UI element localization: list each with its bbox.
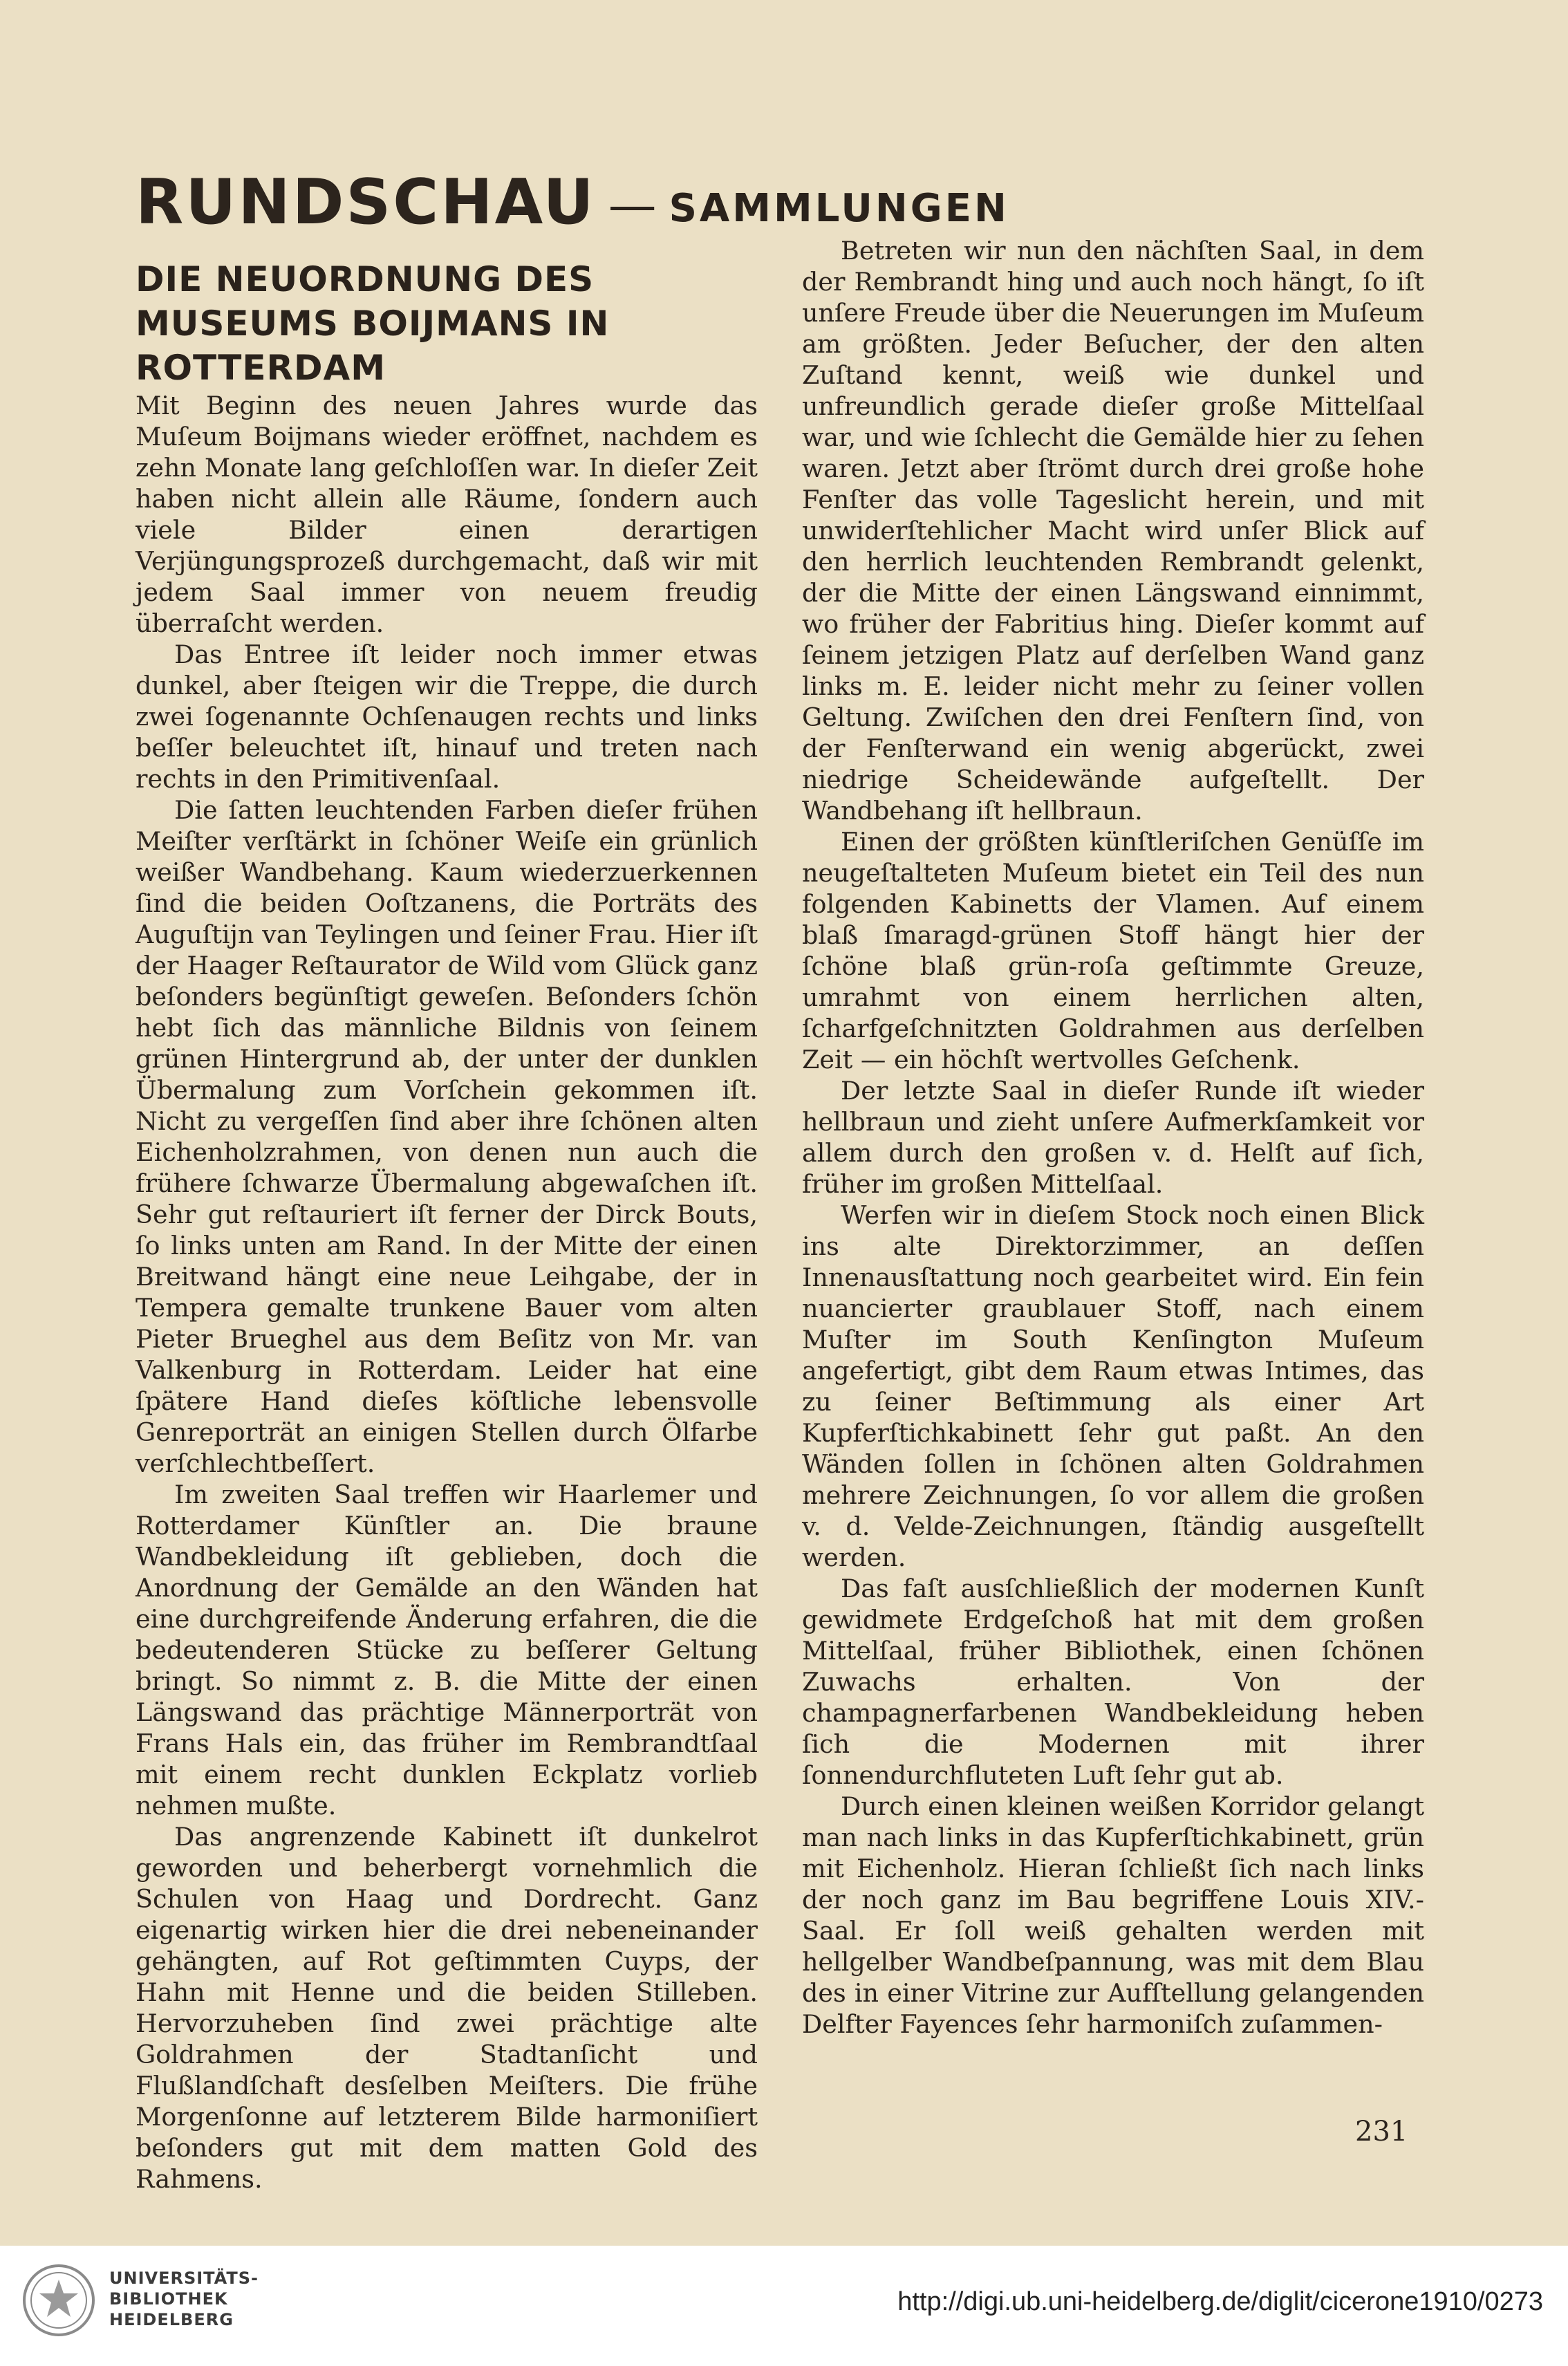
footer-bar — [0, 2246, 1568, 2366]
source-url-link[interactable]: http://digi.ub.uni-heidelberg.de/diglit/cicerone1910/0273 — [897, 2287, 1543, 2316]
paragraph: Die ſatten leuchtenden Farben dieſer frühen Meiſter verſtärkt in ſchöner Weiſe ein grünlich weißer Wandbehang. Kaum wiederzuerkennen ſind die beiden Ooſtzanens, die Porträts des Auguſtijn van Teylingen und ſeiner Frau. Hier iſt der Haager Reſtaurator de Wild vom Glück ganz beſonders begünſtigt geweſen. Beſonders ſchön hebt ſich das männliche Bildnis von ſeinem grünen Hintergrund ab, der unter der dunklen Übermalung zum Vorſchein gekommen iſt. Nicht zu vergeſſen ſind aber ihre ſchönen alten Eichenholzrahmen, von denen nun auch die frühere ſchwarze Übermalung abgewaſchen iſt. Sehr gut reſtauriert iſt ferner der Dirck Bouts, ſo links unten am Rand. In der Mitte der einen Breitwand hängt eine neue Leihgabe, der in Tempera gemalte trunkene Bauer vom alten Pieter Brueghel aus dem Beſitz von Mr. van Valkenburg in Rotterdam. Leider hat eine ſpätere Hand dieſes köſtliche lebensvolle Genreporträt an einigen Stellen durch Ölfarbe verſchlechtbeſſert. — [136, 795, 758, 1478]
paragraph: Werfen wir in dieſem Stock noch einen Blick ins alte Direktorzimmer, an deſſen Innenausſtattung noch gearbeitet wird. Ein fein nuancierter graublauer Stoff, nach einem Muſter im South Kenſington Muſeum angefertigt, gibt dem Raum etwas Intimes, das zu ſeiner Beſtimmung als einer Art Kupferſtichkabinett ſehr gut paßt. An den Wänden ſollen in ſchönen alten Goldrahmen mehrere Zeichnungen, ſo vor allem die großen v. d. Velde-Zeichnungen, ſtändig ausgeſtellt werden. — [802, 1200, 1424, 1572]
library-name-line: UNIVERSITÄTS- — [109, 2269, 259, 2288]
section-header — [136, 156, 1435, 239]
paragraph: Betreten wir nun den nächſten Saal, in dem der Rembrandt hing und auch noch hängt, ſo iſt unſere Freude über die Neuerungen im Muſeum am größten. Jeder Beſucher, der den alten Zuſtand kennt, weiß wie dunkel und unfreundlich gerade dieſer große Mittelſaal war, und wie ſchlecht die Gemälde hier zu ſehen waren. Jetzt aber ſtrömt durch drei große hohe Fenſter das volle Tageslicht herein, und mit unwiderſtehlicher Macht wird unſer Blick auf den herrlich leuchtenden Rembrandt gelenkt, der die Mitte der einen Längswand einnimmt, wo früher der Fabritius hing. Dieſer kommt auf ſeinem jetzigen Platz auf derſelben Wand ganz links m. E. leider nicht mehr zu ſeiner vollen Geltung. Zwiſchen den drei Fenſtern ſind, von der Fenſterwand ein wenig abgerückt, zwei niedrige Scheidewände aufgeſtellt. Der Wandbehang iſt hellbraun. — [802, 236, 1424, 826]
paragraph: Das Entree iſt leider noch immer etwas dunkel, aber ſteigen wir die Treppe, die durch zwei ſogenannte Ochſenaugen rechts und links beſſer beleuchtet iſt, hinauf und treten nach rechts in den Primitivenſaal. — [136, 640, 758, 794]
article-intro — [136, 257, 758, 639]
paragraph: Mit Beginn des neuen Jahres wurde das Muſeum Boijmans wieder eröffnet, nachdem es zehn Monate lang geſchloſſen war. In dieſer Zeit haben nicht allein alle Räume, ſondern auch viele Bilder einen derartigen Verjüngungsprozeß durchgemacht, daß wir mit jedem Saal immer von neuem freudig überraſcht werden. — [136, 391, 758, 638]
section-subtitle: SAMMLUNGEN — [669, 186, 1009, 231]
page-number: 231 — [1355, 2116, 1408, 2148]
library-name-line: BIBLIOTHEK — [109, 2289, 228, 2309]
right-column — [802, 235, 1424, 2040]
paragraph: Durch einen kleinen weißen Korridor gelangt man nach links in das Kupferſtichkabinett, grün mit Eichenholz. Hieran ſchließt ſich nach links der noch ganz im Bau begriffene Louis XIV.-Saal. Er ſoll weiß gehalten werden mit hellgelber Wandbeſpannung, was mit dem Blau des in einer Vitrine zur Aufſtellung gelangenden Delfter Fayences ſehr harmoniſch zuſammen- — [802, 1791, 1424, 2039]
article-heading: DIE NEUORDNUNG DES MUSEUMS BOIJMANS IN ROTTERDAM — [136, 259, 610, 388]
title-dash: — — [608, 177, 657, 234]
section-title: RUNDSCHAU — [136, 166, 596, 239]
library-name — [109, 2268, 259, 2330]
university-seal-icon — [21, 2262, 97, 2338]
library-name-line: HEIDELBERG — [109, 2310, 234, 2329]
paragraph: Im zweiten Saal treffen wir Haarlemer und Rotterdamer Künſtler an. Die braune Wandbekleidung iſt geblieben, doch die Anordnung der Gemälde an den Wänden hat eine durchgreifende Änderung erfahren, die die bedeutenderen Stücke zu beſſerer Geltung bringt. So nimmt z. B. die Mitte der einen Längswand das prächtige Männerporträt von Frans Hals ein, das früher im Rembrandtſaal mit einem recht dunklen Eckplatz vorlieb nehmen mußte. — [136, 1480, 758, 1820]
left-column — [136, 249, 758, 2195]
paragraph: Einen der größten künſtleriſchen Genüſſe im neugeſtalteten Muſeum bietet ein Teil des nun folgenden Kabinetts der Vlamen. Auf einem blaß ſmaragd-grünen Stoff hängt hier der ſchöne blaß grün-roſa geſtimmte Greuze, umrahmt von einem herrlichen alten, ſcharfgeſchnitzten Goldrahmen aus derſelben Zeit — ein höchſt wertvolles Geſchenk. — [802, 827, 1424, 1074]
paragraph: Der letzte Saal in dieſer Runde iſt wieder hellbraun und zieht unſere Aufmerkſamkeit vor allem durch den großen v. d. Helſt auf ſich, früher im großen Mittelſaal. — [802, 1076, 1424, 1199]
paragraph: Das faſt ausſchließlich der modernen Kunſt gewidmete Erdgeſchoß hat mit dem großen Mittelſaal, früher Bibliothek, einen ſchönen Zuwachs erhalten. Von der champagnerfarbenen Wandbekleidung heben ſich die Modernen mit ihrer ſonnendurchfluteten Luft ſehr gut ab. — [802, 1574, 1424, 1790]
paragraph: Das angrenzende Kabinett iſt dunkelrot geworden und beherbergt vornehmlich die Schulen von Haag und Dordrecht. Ganz eigenartig wirken hier die drei nebeneinander gehängten, auf Rot geſtimmten Cuyps, der Hahn mit Henne und die beiden Stilleben. Hervorzuheben ſind zwei prächtige alte Goldrahmen der Stadtanſicht und Flußlandſchaft desſelben Meiſters. Die frühe Morgenſonne auf letzterem Bilde harmoniſiert beſonders gut mit dem matten Gold des Rahmens. — [136, 1822, 758, 2194]
